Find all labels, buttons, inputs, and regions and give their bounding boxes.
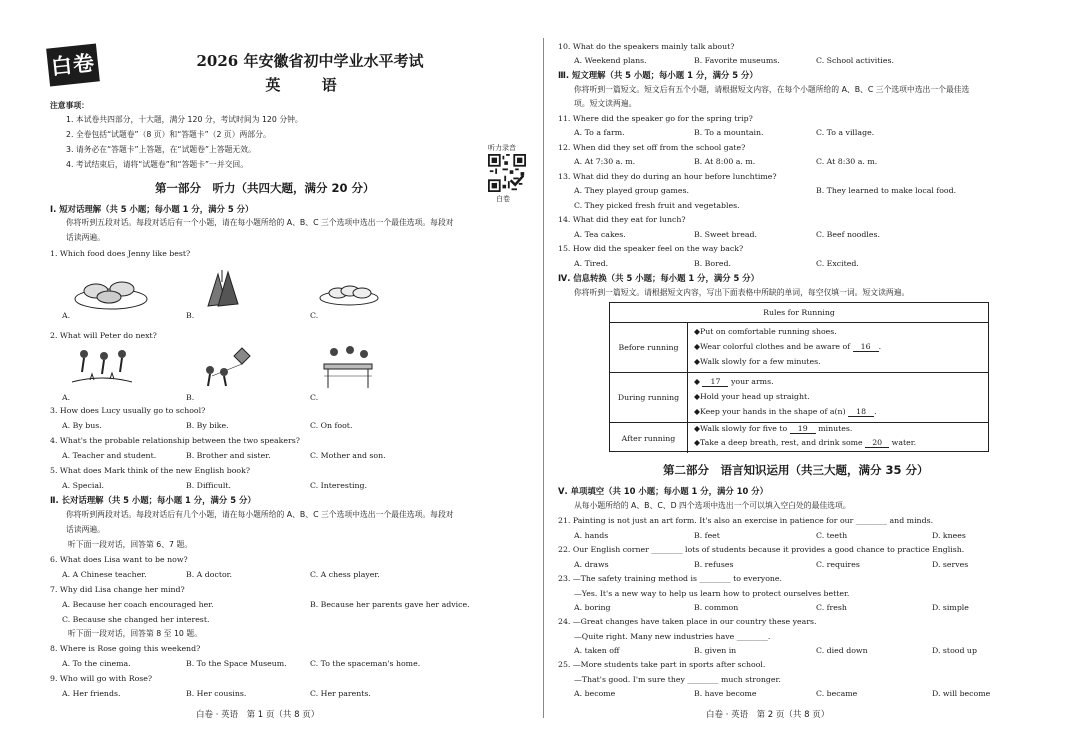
rule-text: . xyxy=(874,407,877,416)
row-label: During running xyxy=(610,373,688,422)
option: B. Because her parents gave her advice. xyxy=(310,600,470,609)
option: C. On foot. xyxy=(310,421,353,430)
section-title: Ⅱ. 长对话理解（共 5 小题；每小题 1 分，满分 5 分） xyxy=(50,495,256,505)
rule-text: your arms. xyxy=(730,377,774,386)
question-25: 25. —More students take part in sports after school. xyxy=(558,660,766,669)
option: B. To the Space Museum. xyxy=(186,659,287,668)
notice-item: 2. 全卷包括“试题卷”（8 页）和“答题卡”（2 页）两部分。 xyxy=(66,130,271,139)
section-instruction: 你将听到两段对话。每段对话后有几个小题，请在每小题所给的 A、B、C 三个选项中选出一个最佳选项。每段对 xyxy=(66,510,454,519)
table-row xyxy=(610,323,988,373)
option: B. They learned to make local food. xyxy=(816,186,957,195)
option: C. Beef noodles. xyxy=(816,230,880,239)
option: B. By bike. xyxy=(186,421,229,430)
question-24: 24. —Great changes have taken place in our country these years. xyxy=(558,617,817,626)
rule-item xyxy=(694,342,881,352)
question-25-reply: —That's good. I'm sure they ________ much stronger. xyxy=(574,675,781,684)
rule-item xyxy=(694,407,877,417)
option: A. draws xyxy=(574,560,609,569)
question-21: 21. Painting is not just an art form. It's also an exercise in patience for our ________ and minds. xyxy=(558,516,934,525)
option: D. knees xyxy=(932,531,966,540)
rule-item xyxy=(694,438,916,448)
question-7: 7. Why did Lisa change her mind? xyxy=(50,585,185,594)
question-4: 4. What's the probable relationship between the two speakers? xyxy=(50,436,300,445)
question-22: 22. Our English corner ________ lots of students because it provides a good chance to practice English. xyxy=(558,545,965,554)
question-15: 15. How did the speaker feel on the way back? xyxy=(558,244,744,253)
section-title: Ⅴ. 单项填空（共 10 小题；每小题 1 分，满分 10 分） xyxy=(558,486,768,496)
option: B. Her cousins. xyxy=(186,689,247,698)
option: A. To a farm. xyxy=(574,128,625,137)
option: C. died down xyxy=(816,646,868,655)
option: A. Tea cakes. xyxy=(574,230,626,239)
notice-item: 3. 请务必在“答题卡”上答题，在“试题卷”上答题无效。 xyxy=(66,145,256,154)
question-6: 6. What does Lisa want to be now? xyxy=(50,555,188,564)
option: A. By bus. xyxy=(62,421,102,430)
option: C. Excited. xyxy=(816,259,859,268)
option: D. simple xyxy=(932,603,969,612)
option: C. Mother and son. xyxy=(310,451,386,460)
section-instruction: 从每小题所给的 A、B、C、D 四个选项中选出一个可以填入空白处的最佳选项。 xyxy=(574,501,851,510)
option-label: B. xyxy=(186,393,195,402)
qr-code-icon xyxy=(488,154,526,192)
qr-sublabel: 白卷 xyxy=(496,195,510,203)
option: C. became xyxy=(816,689,858,698)
rule-text: ◆ xyxy=(694,377,700,386)
question-9: 9. Who will go with Rose? xyxy=(50,674,153,683)
option: A. boring xyxy=(574,603,611,612)
page-footer: 白卷 · 英语 第 1 页（共 8 页） xyxy=(196,710,320,720)
part2-title: 第二部分 语言知识运用（共三大题，满分 35 分） xyxy=(663,463,929,477)
section-instruction: 项。短文读两遍。 xyxy=(574,99,637,108)
option: B. At 8:00 a. m. xyxy=(694,157,756,166)
option: B. refuses xyxy=(694,560,734,569)
planting-picture xyxy=(70,346,134,388)
option: C. At 8:30 a. m. xyxy=(816,157,878,166)
option: C. Her parents. xyxy=(310,689,371,698)
table-row xyxy=(610,423,988,453)
option: B. Brother and sister. xyxy=(186,451,271,460)
rule-text: minutes. xyxy=(818,424,853,433)
subject-title: 英 语 xyxy=(265,76,355,94)
option: A. taken off xyxy=(574,646,620,655)
section-title: Ⅳ. 信息转换（共 5 小题；每小题 1 分，满分 5 分） xyxy=(558,273,760,283)
zongzi-picture xyxy=(200,268,244,310)
dumplings-picture xyxy=(318,282,380,306)
blank-18[interactable]: 18 xyxy=(848,407,874,417)
question-2: 2. What will Peter do next? xyxy=(50,331,157,340)
part1-title: 第一部分 听力（共四大题，满分 20 分） xyxy=(155,181,375,195)
notice-title: 注意事项： xyxy=(50,101,89,110)
paper-badge: 白卷 xyxy=(46,43,100,86)
kite-picture xyxy=(196,346,258,388)
rule-item: ◆Walk slowly for a few minutes. xyxy=(694,357,821,366)
dialog-note: 听下面一段对话，回答第 8 至 10 题。 xyxy=(68,629,202,638)
option: D. stood up xyxy=(932,646,977,655)
option: C. fresh xyxy=(816,603,847,612)
section-instruction: 话读两遍。 xyxy=(66,233,105,242)
section-title: Ⅰ. 短对话理解（共 5 小题；每小题 1 分，满分 5 分） xyxy=(50,204,254,214)
question-12: 12. When did they set off from the school gate? xyxy=(558,143,746,152)
option: B. To a mountain. xyxy=(694,128,764,137)
option: B. Favorite museums. xyxy=(694,56,780,65)
option: A. Weekend plans. xyxy=(574,56,647,65)
option: A. become xyxy=(574,689,616,698)
option: C. To the spaceman's home. xyxy=(310,659,421,668)
question-5: 5. What does Mark think of the new English book? xyxy=(50,466,250,475)
section-title: Ⅲ. 短文理解（共 5 小题；每小题 1 分，满分 5 分） xyxy=(558,70,758,80)
page-footer: 白卷 · 英语 第 2 页（共 8 页） xyxy=(706,710,830,720)
option: C. teeth xyxy=(816,531,848,540)
classroom-picture xyxy=(320,344,376,392)
option: B. Sweet bread. xyxy=(694,230,757,239)
option-label: B. xyxy=(186,311,195,320)
option: A. A Chinese teacher. xyxy=(62,570,147,579)
option: D. serves xyxy=(932,560,969,569)
exam-title: 2026 年安徽省初中学业水平考试 xyxy=(196,52,424,70)
rule-text: . xyxy=(878,342,882,351)
option: A. Teacher and student. xyxy=(62,451,157,460)
option: A. Her friends. xyxy=(62,689,121,698)
rule-item xyxy=(694,377,774,387)
option: C. requires xyxy=(816,560,860,569)
notice-item: 4. 考试结束后，请将“试题卷”和“答题卡”一并交回。 xyxy=(66,160,249,169)
blank-20[interactable]: 20 xyxy=(865,438,889,448)
table-row xyxy=(610,373,988,423)
blank-19[interactable]: 19 xyxy=(790,424,816,434)
option: B. feet xyxy=(694,531,720,540)
option: B. common xyxy=(694,603,739,612)
notice-item: 1. 本试卷共四部分，十大题，满分 120 分，考试时间为 120 分钟。 xyxy=(66,115,303,124)
rule-item: ◆Put on comfortable running shoes. xyxy=(694,327,837,336)
rule-item xyxy=(694,424,852,434)
option: A. hands xyxy=(574,531,609,540)
rule-text: ◆Walk slowly for five to xyxy=(694,424,788,433)
question-8: 8. Where is Rose going this weekend? xyxy=(50,644,201,653)
question-24-reply: —Quite right. Many new industries have ________. xyxy=(574,632,771,641)
blank-17[interactable]: 17 xyxy=(702,377,728,387)
option: C. Because she changed her interest. xyxy=(62,615,210,624)
section-instruction: 话读两遍。 xyxy=(66,525,105,534)
option: C. A chess player. xyxy=(310,570,380,579)
option: A. Tired. xyxy=(574,259,609,268)
option: B. Bored. xyxy=(694,259,731,268)
option: A. Special. xyxy=(62,481,105,490)
section-instruction: 你将听到一篇短文。短文后有五个小题，请根据短文内容，在每个小题所给的 A、B、C 三个选项中选出一个最佳选 xyxy=(574,85,970,94)
option: A. They played group games. xyxy=(574,186,689,195)
rule-text: ◆Keep your hands in the shape of a(n) xyxy=(694,407,846,416)
rule-text: ◆Take a deep breath, rest, and drink some xyxy=(694,438,863,447)
question-13: 13. What did they do during an hour before lunchtime? xyxy=(558,172,777,181)
option: D. will become xyxy=(932,689,991,698)
option: C. To a village. xyxy=(816,128,875,137)
question-1: 1. Which food does Jenny like best? xyxy=(50,249,191,258)
rule-item: ◆Hold your head up straight. xyxy=(694,392,810,401)
option: A. To the cinema. xyxy=(62,659,131,668)
option-label: C. xyxy=(310,393,319,402)
option-label: A. xyxy=(62,311,71,320)
option: C. Interesting. xyxy=(310,481,367,490)
question-23-reply: —Yes. It's a new way to help us learn how to protect ourselves better. xyxy=(574,589,850,598)
row-label: Before running xyxy=(610,323,688,372)
option-label: C. xyxy=(310,311,319,320)
qr-label: 听力录音 xyxy=(488,144,516,152)
question-14: 14. What did they eat for lunch? xyxy=(558,215,686,224)
blank-16[interactable]: 16 xyxy=(853,342,879,352)
option: A. At 7:30 a. m. xyxy=(574,157,636,166)
option-label: A. xyxy=(62,393,71,402)
question-10: 10. What do the speakers mainly talk about? xyxy=(558,42,735,51)
option: B. Difficult. xyxy=(186,481,231,490)
option: B. given in xyxy=(694,646,737,655)
dialog-note: 听下面一段对话，回答第 6、7 题。 xyxy=(68,540,193,549)
row-label: After running xyxy=(610,423,688,453)
question-23: 23. —The safety training method is ________ to everyone. xyxy=(558,574,783,583)
option: C. School activities. xyxy=(816,56,894,65)
option: A. Because her coach encouraged her. xyxy=(62,600,214,609)
option: C. They picked fresh fruit and vegetables. xyxy=(574,201,740,210)
section-instruction: 你将听到五段对话。每段对话后有一个小题，请在每小题所给的 A、B、C 三个选项中选出一个最佳选项。每段对 xyxy=(66,218,454,227)
rule-text: water. xyxy=(891,438,917,447)
section-instruction: 你将听到一篇短文。请根据短文内容，写出下面表格中所缺的单词，每空仅填一词。短文读两遍。 xyxy=(574,288,910,297)
question-3: 3. How does Lucy usually go to school? xyxy=(50,406,206,415)
rules-table xyxy=(609,302,989,452)
option: B. have become xyxy=(694,689,757,698)
table-header: Rules for Running xyxy=(610,303,988,323)
option: B. A doctor. xyxy=(186,570,233,579)
question-11: 11. Where did the speaker go for the spring trip? xyxy=(558,114,753,123)
mooncake-picture xyxy=(72,273,150,311)
rule-text: ◆Wear colorful clothes and be aware of xyxy=(694,342,851,351)
